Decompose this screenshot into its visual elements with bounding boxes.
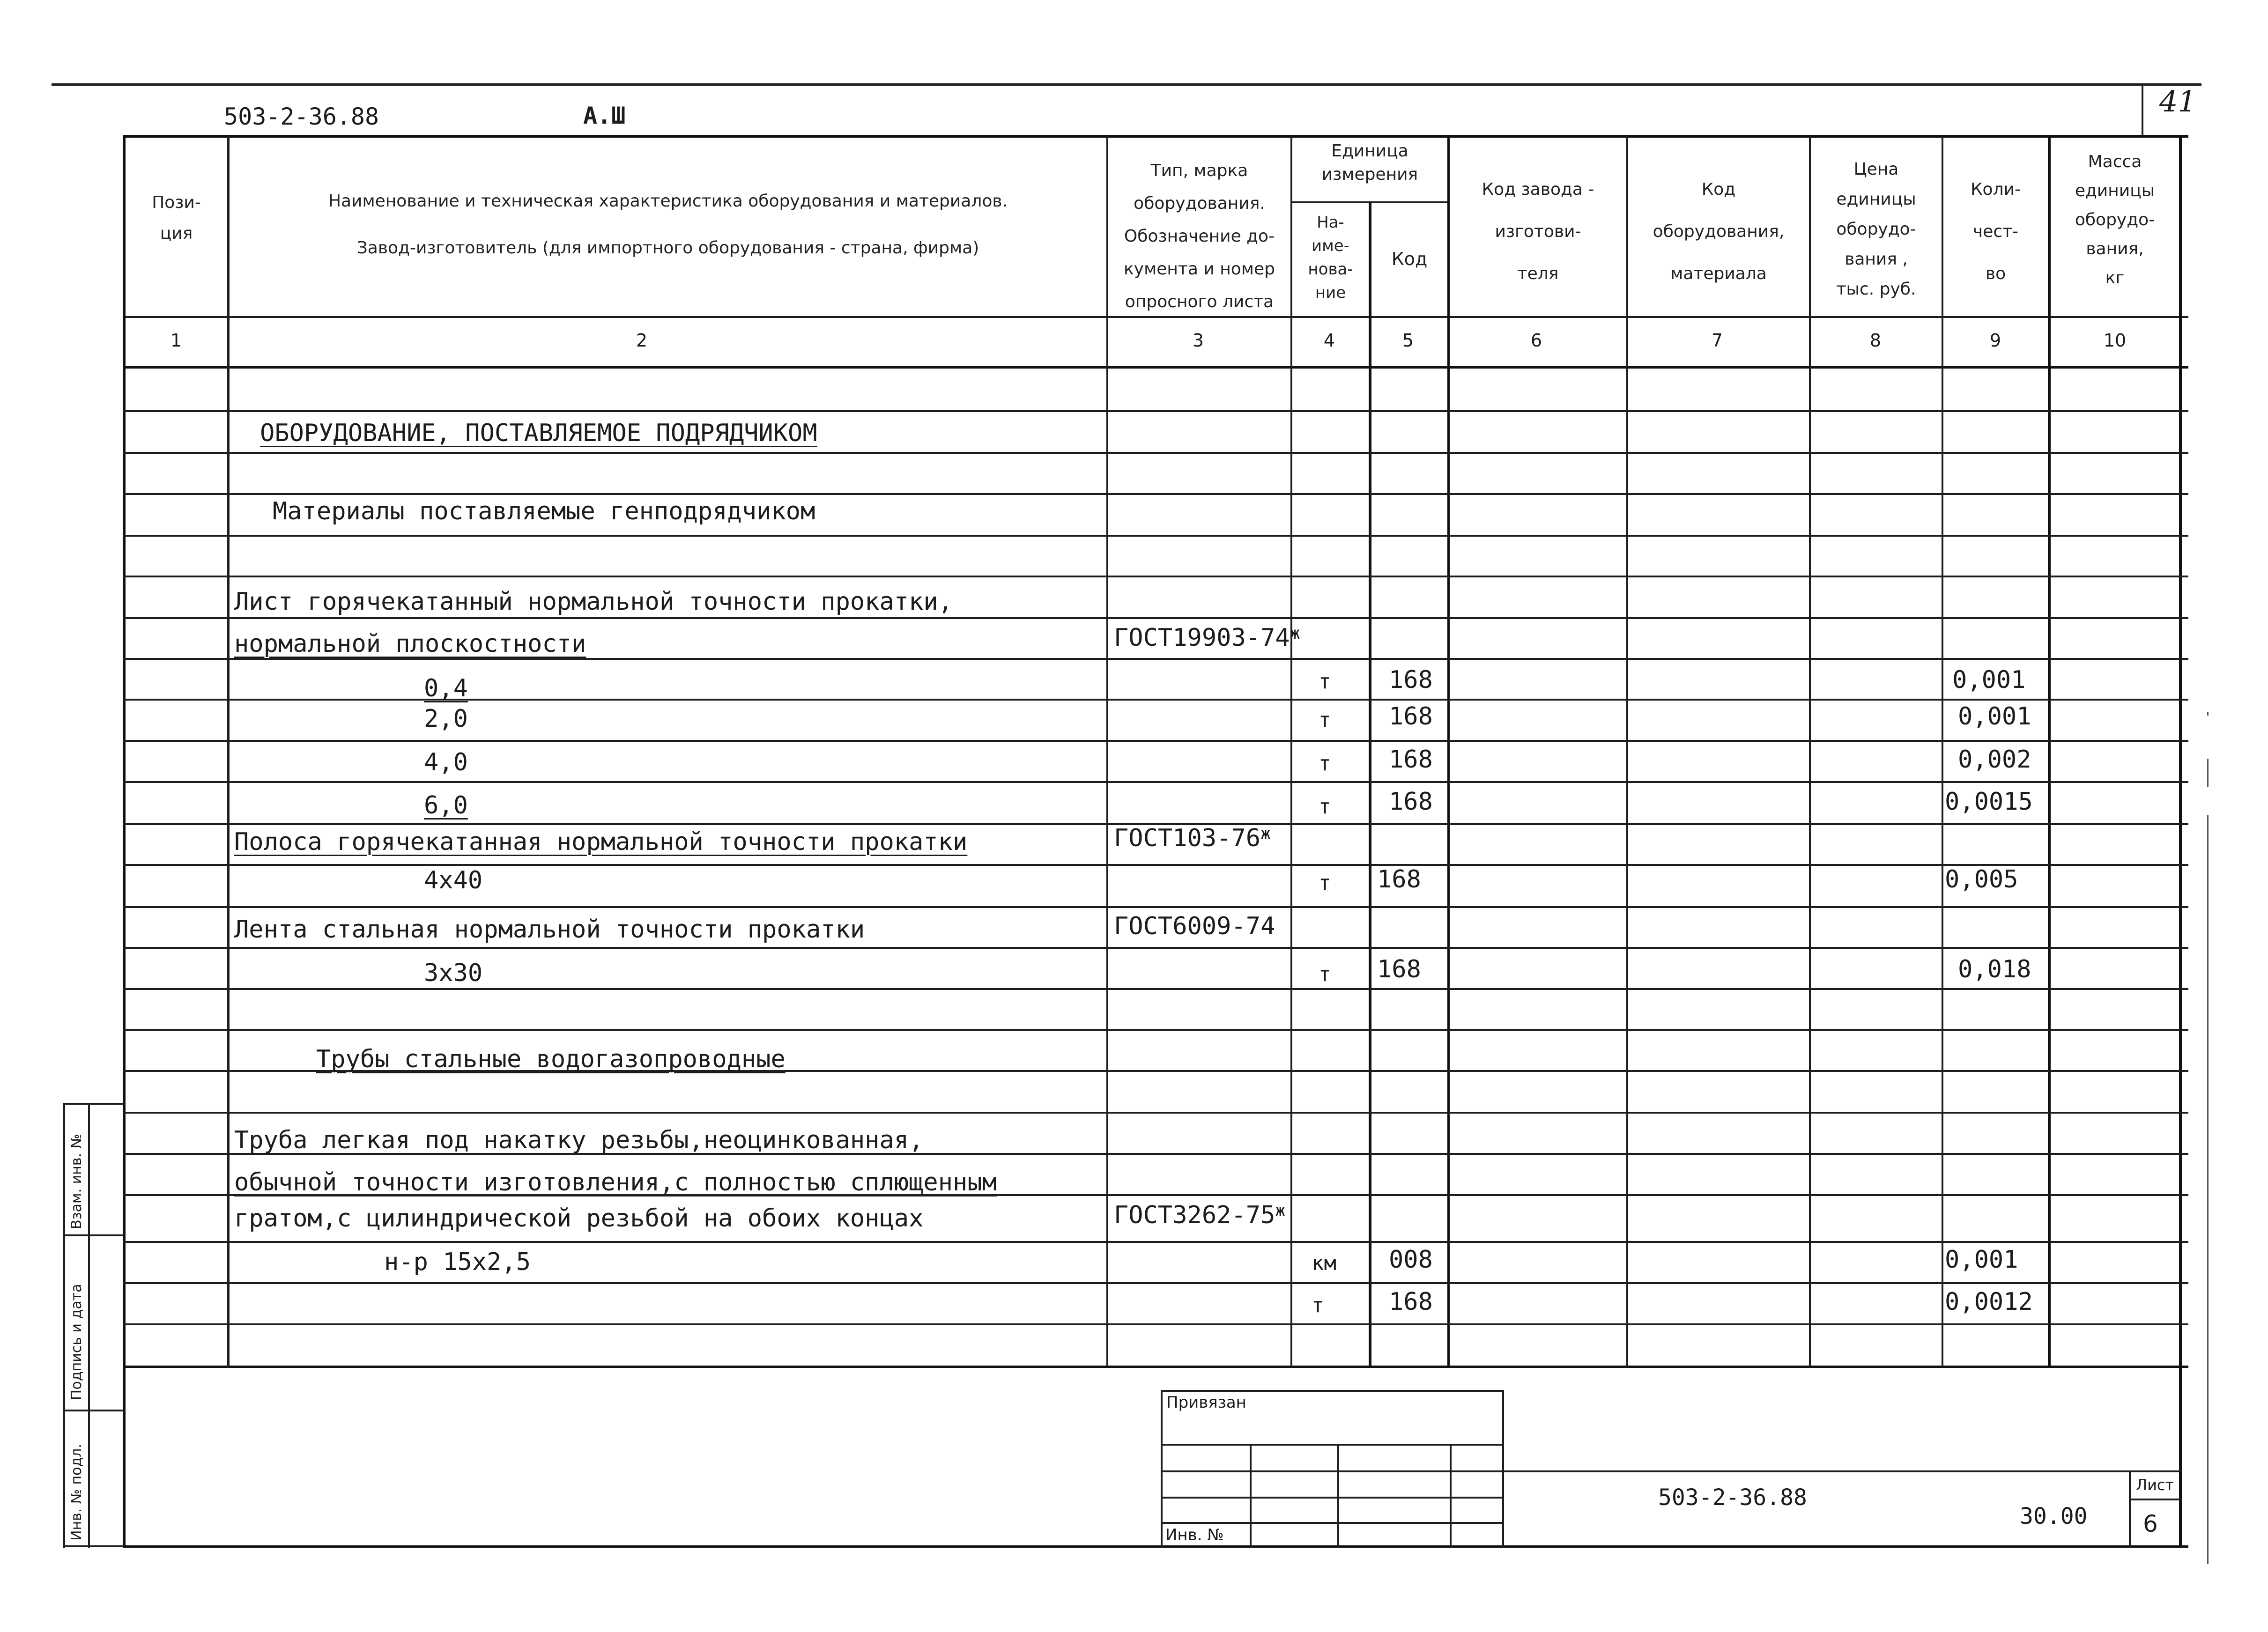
column-number: 7 bbox=[1711, 330, 1723, 351]
item-unit: т bbox=[1312, 1293, 1324, 1317]
header-equipment-code: Код оборудования, материала bbox=[1653, 180, 1785, 283]
item-qty: 0,002 bbox=[1958, 746, 2031, 774]
item-qty: 0,0012 bbox=[1945, 1288, 2033, 1316]
column-number: 2 bbox=[636, 330, 648, 351]
page-number-bracket bbox=[2142, 83, 2143, 135]
item-code: 168 bbox=[1389, 788, 1433, 816]
item-qty: 0,005 bbox=[1945, 865, 2018, 894]
header-mass: Масса единицы оборудо- вания, кг bbox=[2075, 152, 2155, 288]
item-name: нормальной плоскостности bbox=[234, 630, 586, 658]
column-number: 3 bbox=[1192, 330, 1204, 351]
item-name: гратом,с цилиндрической резьбой на обоих концах bbox=[234, 1204, 924, 1233]
section-title: ОБОРУДОВАНИЕ, ПОСТАВЛЯЕМОЕ ПОДРЯДЧИКОМ bbox=[260, 419, 817, 447]
item-unit: км bbox=[1312, 1251, 1336, 1275]
item-size: 6,0 bbox=[424, 791, 468, 820]
doc-code-header: 503-2-36.88 bbox=[224, 103, 379, 130]
item-size: 4,0 bbox=[424, 748, 468, 776]
side-label-original-inv: Инв. № подл. bbox=[68, 1444, 85, 1541]
item-name: Полоса горячекатанная нормальной точности прокатки bbox=[234, 828, 968, 856]
stamp-bound-label: Привязан bbox=[1166, 1393, 1246, 1412]
header-quantity: Коли- чест- во bbox=[1971, 180, 2021, 283]
stamp-doc-code: 503-2-36.88 bbox=[1658, 1484, 1807, 1511]
item-size: 2,0 bbox=[424, 705, 468, 733]
top-rule bbox=[52, 83, 2201, 86]
item-qty: 0,0015 bbox=[1945, 788, 2033, 816]
header-plant-code: Код завода - изготови- теля bbox=[1482, 180, 1594, 283]
scan-edge-mark bbox=[2207, 712, 2209, 716]
scan-edge-mark bbox=[2207, 759, 2209, 787]
header-position: Пози- ция bbox=[152, 193, 201, 243]
header-unit-name: На- име- нова- ние bbox=[1308, 213, 1353, 302]
stamp-sheet-code: 30.00 bbox=[2020, 1503, 2088, 1529]
column-number: 6 bbox=[1530, 330, 1542, 351]
item-unit: т bbox=[1319, 708, 1331, 732]
header-type: Тип, марка оборудования. Обозначение до- кумента и номер опросного листа bbox=[1124, 161, 1275, 311]
item-unit: т bbox=[1319, 752, 1331, 775]
stamp-inv-label: Инв. № bbox=[1165, 1526, 1224, 1544]
item-name: Лента стальная нормальной точности прокатки bbox=[234, 916, 865, 944]
item-doc: $ГОСТ3262-75^ж$ bbox=[1114, 1201, 1286, 1229]
stamp-sheet-number: 6 bbox=[2143, 1510, 2158, 1537]
stamp-sheet-label: Лист bbox=[2136, 1476, 2174, 1494]
item-code: 168 bbox=[1389, 746, 1433, 774]
item-name: Труба легкая под накатку резьбы,неоцинкованная, bbox=[234, 1126, 924, 1154]
item-size: н-р 15х2,5 bbox=[384, 1248, 531, 1276]
side-label-replaced-inv: Взам. инв. № bbox=[68, 1134, 85, 1229]
subsection-title: Материалы поставляемые генподрядчиком bbox=[273, 497, 815, 525]
item-qty: 0,001 bbox=[1952, 666, 2026, 694]
column-number: 9 bbox=[1989, 330, 2001, 351]
item-doc: ГОСТ6009-74 bbox=[1114, 912, 1275, 940]
header-price: Цена единицы оборудо- вания , тыс. руб. bbox=[1836, 160, 1916, 299]
item-unit: т bbox=[1319, 871, 1331, 895]
column-number: 8 bbox=[1869, 330, 1882, 351]
subsection-title: Трубы стальные водогазопроводные bbox=[316, 1045, 786, 1073]
item-code: 168 bbox=[1377, 955, 1421, 983]
item-name: обычной точности изготовления,с полностью сплющенным bbox=[234, 1168, 997, 1196]
item-size: 4х40 bbox=[424, 866, 483, 894]
item-code: 168 bbox=[1389, 1288, 1433, 1316]
item-unit: т bbox=[1319, 670, 1331, 694]
item-code: 008 bbox=[1389, 1246, 1433, 1274]
item-size: 3х30 bbox=[424, 959, 483, 987]
item-code: 168 bbox=[1377, 865, 1421, 894]
item-doc: $ГОСТ19903-74^ж$ bbox=[1114, 624, 1300, 652]
scan-edge-line bbox=[2207, 815, 2209, 1564]
column-number: 5 bbox=[1402, 330, 1414, 351]
column-number: 4 bbox=[1323, 330, 1335, 351]
item-code: 168 bbox=[1389, 702, 1433, 731]
column-number: 1 bbox=[170, 330, 182, 351]
side-label-signature-date: Подпись и дата bbox=[68, 1284, 85, 1400]
item-qty: 0,001 bbox=[1958, 702, 2031, 731]
item-qty: 0,018 bbox=[1958, 955, 2031, 983]
item-unit: т bbox=[1319, 795, 1331, 819]
header-unit-code: Код bbox=[1391, 249, 1428, 269]
column-number: 10 bbox=[2103, 330, 2127, 351]
item-unit: т bbox=[1319, 962, 1331, 986]
album-label: А.Ш bbox=[583, 102, 626, 129]
header-unit-group: Единица измерения bbox=[1321, 141, 1418, 184]
item-qty: 0,001 bbox=[1945, 1246, 2018, 1274]
item-doc: $ГОСТ103-76^ж$ bbox=[1114, 824, 1271, 852]
handwritten-page-number: 41 bbox=[2159, 84, 2196, 118]
item-name: Лист горячекатанный нормальной точности прокатки, bbox=[234, 588, 953, 616]
item-size: 0,4 bbox=[424, 674, 468, 702]
item-code: 168 bbox=[1389, 666, 1433, 694]
header-name: Наименование и техническая характеристика оборудования и материалов. Завод-изготовитель (для импортного оборудования - страна, фирма) bbox=[328, 192, 1008, 258]
